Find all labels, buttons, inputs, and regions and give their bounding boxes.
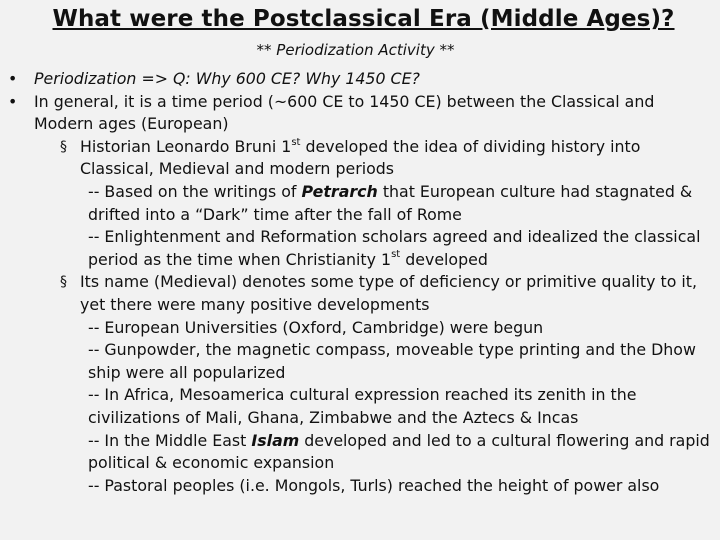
- dash-item-petrarch: [88, 181, 712, 226]
- subbullet-bruni: [60, 136, 712, 181]
- bullet-in-general: [8, 91, 712, 136]
- subbullet-text: [80, 136, 712, 181]
- dash-item-gunpowder: -- Gunpowder, the magnetic compass, moveable type printing and the Dhow ship were all popularized: [88, 340, 696, 382]
- bullet-marker: •: [8, 69, 18, 88]
- dash-item-pastoral: -- Pastoral peoples (i.e. Mongols, Turls) reached the height of power also: [88, 475, 660, 495]
- dash-text-part: -- Enlightenment and Reformation scholars agreed and idealized the classical period as the time when Christianity 1: [88, 227, 701, 269]
- subbullet-marker: §: [60, 138, 67, 155]
- subbullet-text-part: developed the idea of dividing history into Classical, Medieval and modern periods: [80, 136, 641, 179]
- superscript: st: [291, 136, 301, 148]
- dash-item-universities: -- European Universities (Oxford, Cambridge) were begun: [88, 317, 544, 337]
- dash-text-part: developed and led to a cultural flowering and rapid political & economic expansion: [88, 430, 710, 473]
- subbullet-text: Its name (Medieval) denotes some type of deficiency or primitive quality to it, yet there were many positive developments: [80, 272, 697, 314]
- dash-item-islam: [88, 430, 712, 475]
- slide-content: [8, 68, 712, 497]
- dash-item-enlightenment: [88, 226, 712, 271]
- bullet-text: In general, it is a time period (~600 CE to 1450 CE) between the Classical and Modern ages (European): [34, 91, 655, 134]
- dash-item-africa: -- In Africa, Mesoamerica cultural expression reached its zenith in the civilizations of Mali, Ghana, Zimbabwe and the Aztecs & Incas: [88, 385, 637, 427]
- bullet-periodization: [8, 68, 712, 91]
- dash-text-part: developed: [400, 249, 488, 269]
- emphasized-name: Islam: [251, 430, 300, 450]
- page-title: What were the Postclassical Era (Middle Ages)?: [52, 6, 675, 32]
- emphasized-name: Petrarch: [301, 181, 378, 201]
- dash-text-part: -- Based on the writings of: [88, 181, 302, 201]
- subtitle: ** Periodization Activity **: [256, 41, 455, 59]
- dash-text-part: that European culture had stagnated & drifted into a “Dark” time after the fall of Rome: [88, 181, 693, 224]
- subbullet-marker: §: [60, 274, 67, 291]
- subbullet-medieval-name: [60, 271, 712, 316]
- superscript: st: [391, 249, 401, 261]
- bullet-text: Periodization => Q: Why 600 CE? Why 1450 CE?: [34, 69, 420, 88]
- bullet-marker: •: [8, 91, 18, 111]
- subbullet-text-part: Historian Leonardo Bruni 1: [80, 136, 292, 156]
- dash-text-part: -- In the Middle East: [88, 430, 252, 450]
